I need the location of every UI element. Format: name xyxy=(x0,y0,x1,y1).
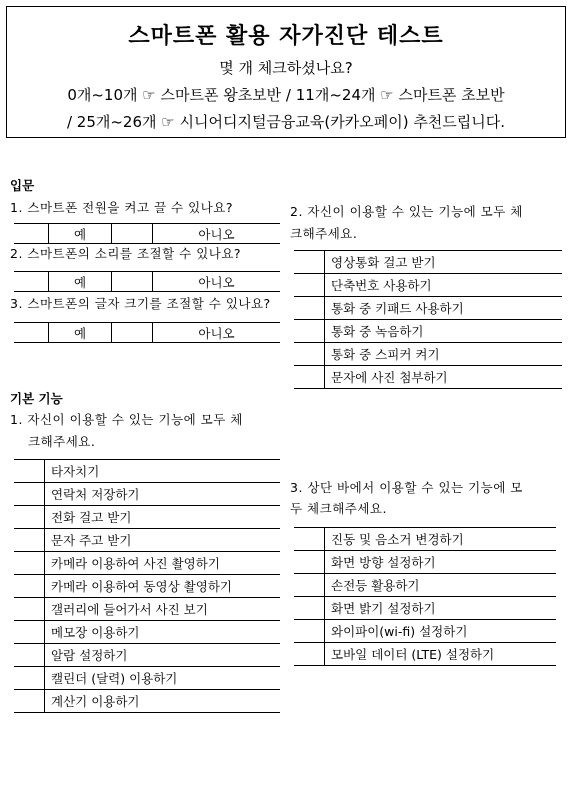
list-item-label: 문자 주고 받기 xyxy=(45,529,281,552)
list-item-label: 카메라 이용하여 동영상 촬영하기 xyxy=(45,575,281,598)
checkbox[interactable] xyxy=(14,575,45,598)
list-item-label: 화면 밝기 설정하기 xyxy=(325,597,557,620)
list-item xyxy=(14,690,280,713)
list-item xyxy=(14,552,280,575)
list-item-label: 알람 설정하기 xyxy=(45,644,281,667)
yes-label: 예 xyxy=(49,323,112,343)
section-title-basic: 기본 기능 xyxy=(10,391,63,406)
yes-checkbox[interactable] xyxy=(14,323,49,343)
list-item xyxy=(294,597,556,620)
q2-checklist xyxy=(294,250,562,389)
list-item-label: 캘린더 (달력) 이용하기 xyxy=(45,667,281,690)
checkbox[interactable] xyxy=(294,274,325,297)
intro-question-1: 1. 스마트폰 전원을 켜고 끌 수 있나요? xyxy=(10,200,233,215)
list-item-label: 연락처 저장하기 xyxy=(45,483,281,506)
list-item-label: 문자에 사진 첨부하기 xyxy=(325,366,563,389)
list-item-label: 메모장 이용하기 xyxy=(45,621,281,644)
no-label: 아니오 xyxy=(153,224,281,244)
checkbox[interactable] xyxy=(294,251,325,274)
list-item xyxy=(294,574,556,597)
checkbox[interactable] xyxy=(14,621,45,644)
checkbox[interactable] xyxy=(14,644,45,667)
intro-question-2: 2. 스마트폰의 소리를 조절할 수 있나요? xyxy=(10,246,242,261)
list-item-label: 모바일 데이터 (LTE) 설정하기 xyxy=(325,643,557,666)
list-item xyxy=(294,620,556,643)
basic-question-line-2: 크해주세요. xyxy=(28,434,96,449)
intro-answer-table-3 xyxy=(14,322,280,343)
yes-label: 예 xyxy=(49,224,112,244)
list-item xyxy=(14,483,280,506)
header-guide-line-1: 0개~10개 ☞ 스마트폰 왕초보반 / 11개~24개 ☞ 스마트폰 초보반 xyxy=(67,86,505,104)
list-item xyxy=(14,529,280,552)
checkbox[interactable] xyxy=(14,552,45,575)
list-item xyxy=(14,644,280,667)
list-item xyxy=(294,551,556,574)
no-checkbox[interactable] xyxy=(112,323,153,343)
list-item xyxy=(294,366,562,389)
no-label: 아니오 xyxy=(153,272,281,292)
list-item xyxy=(14,598,280,621)
list-item-label: 계산기 이용하기 xyxy=(45,690,281,713)
list-item-label: 타자치기 xyxy=(45,460,281,483)
list-item xyxy=(294,251,562,274)
list-item-label: 화면 방향 설정하기 xyxy=(325,551,557,574)
list-item-label: 단축번호 사용하기 xyxy=(325,274,563,297)
q3-checklist xyxy=(294,527,556,666)
checkbox[interactable] xyxy=(294,366,325,389)
list-item-label: 영상통화 걸고 받기 xyxy=(325,251,563,274)
checkbox[interactable] xyxy=(14,598,45,621)
list-item xyxy=(14,621,280,644)
q2-question-line-2: 크해주세요. xyxy=(290,226,358,241)
checkbox[interactable] xyxy=(294,320,325,343)
intro-question-3: 3. 스마트폰의 글자 크기를 조절할 수 있나요? xyxy=(10,296,271,311)
q3-question-line-2: 두 체크해주세요. xyxy=(290,501,387,516)
list-item xyxy=(294,274,562,297)
checkbox[interactable] xyxy=(14,460,45,483)
list-item-label: 와이파이(wi-fi) 설정하기 xyxy=(325,620,557,643)
yes-checkbox[interactable] xyxy=(14,272,49,292)
checkbox[interactable] xyxy=(294,574,325,597)
checkbox[interactable] xyxy=(294,597,325,620)
section-title-intro: 입문 xyxy=(10,178,35,193)
basic-question-line-1: 1. 자신이 이용할 수 있는 기능에 모두 체 xyxy=(10,412,243,427)
intro-answer-table-1 xyxy=(14,223,280,244)
list-item xyxy=(294,528,556,551)
header-box xyxy=(6,6,566,138)
list-item xyxy=(294,297,562,320)
no-checkbox[interactable] xyxy=(112,272,153,292)
checkbox[interactable] xyxy=(294,620,325,643)
checkbox[interactable] xyxy=(294,643,325,666)
list-item xyxy=(294,343,562,366)
q3-question-line-1: 3. 상단 바에서 이용할 수 있는 기능에 모 xyxy=(290,480,523,495)
checkbox[interactable] xyxy=(294,528,325,551)
list-item-label: 전화 걸고 받기 xyxy=(45,506,281,529)
list-item-label: 통화 중 스피커 켜기 xyxy=(325,343,563,366)
list-item xyxy=(14,575,280,598)
list-item xyxy=(14,667,280,690)
intro-answer-table-2 xyxy=(14,271,280,292)
list-item-label: 진동 및 음소거 변경하기 xyxy=(325,528,557,551)
checkbox[interactable] xyxy=(294,297,325,320)
list-item-label: 손전등 활용하기 xyxy=(325,574,557,597)
list-item-label: 갤러리에 들어가서 사진 보기 xyxy=(45,598,281,621)
page-title: 스마트폰 활용 자가진단 테스트 xyxy=(128,24,444,49)
header-question: 몇 개 체크하셨나요? xyxy=(219,59,353,77)
no-label: 아니오 xyxy=(153,323,281,343)
checkbox[interactable] xyxy=(14,667,45,690)
list-item-label: 통화 중 녹음하기 xyxy=(325,320,563,343)
basic-checklist xyxy=(14,459,280,713)
checkbox[interactable] xyxy=(14,506,45,529)
checkbox[interactable] xyxy=(294,551,325,574)
list-item xyxy=(14,460,280,483)
header-guide-line-2: / 25개~26개 ☞ 시니어디지털금융교육(카카오페이) 추천드립니다. xyxy=(66,113,506,131)
list-item xyxy=(294,643,556,666)
checkbox[interactable] xyxy=(14,529,45,552)
list-item-label: 통화 중 키패드 사용하기 xyxy=(325,297,563,320)
no-checkbox[interactable] xyxy=(112,224,153,244)
yes-checkbox[interactable] xyxy=(14,224,49,244)
checkbox[interactable] xyxy=(14,690,45,713)
q2-question-line-1: 2. 자신이 이용할 수 있는 기능에 모두 체 xyxy=(290,204,523,219)
checkbox[interactable] xyxy=(294,343,325,366)
yes-label: 예 xyxy=(49,272,112,292)
list-item xyxy=(14,506,280,529)
list-item-label: 카메라 이용하여 사진 촬영하기 xyxy=(45,552,281,575)
checkbox[interactable] xyxy=(14,483,45,506)
list-item xyxy=(294,320,562,343)
